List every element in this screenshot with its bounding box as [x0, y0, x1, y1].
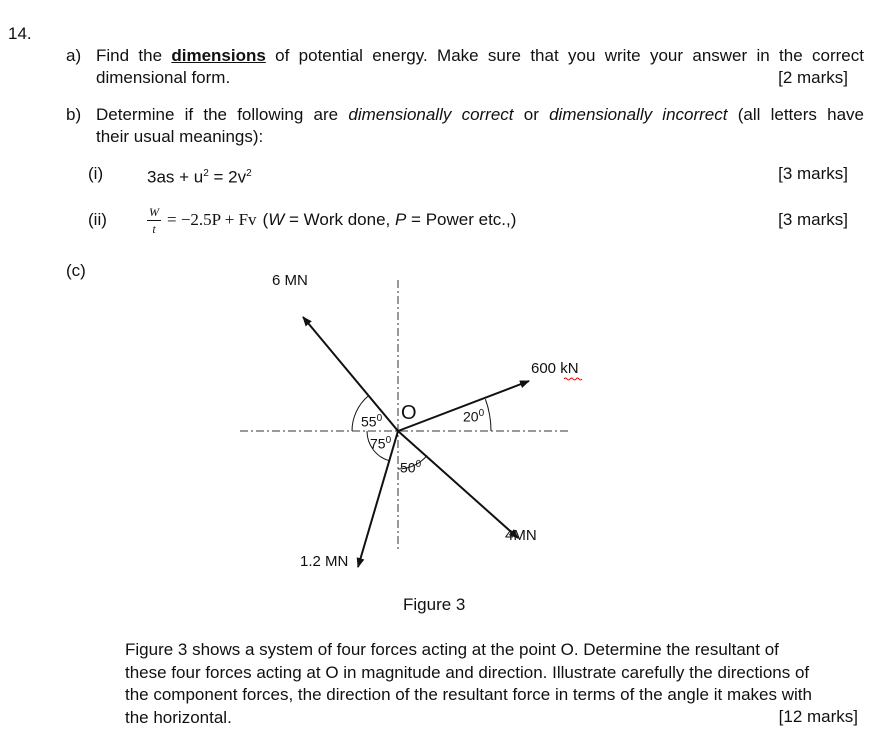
part-c-paragraph — [125, 639, 860, 729]
angle-55-base: 55 — [361, 413, 377, 430]
part-a-bold-term: dimensions — [171, 46, 266, 65]
angle-label-75 — [370, 435, 391, 452]
paragraph-line: Figure 3 shows a system of four forces acting at the point O. Determine the resultant of — [125, 640, 779, 659]
point-label-o: O — [401, 402, 417, 424]
eq-ii-note-p: P — [394, 210, 407, 229]
angle-20-base: 20 — [463, 408, 479, 425]
angle-75-sup: 0 — [385, 435, 392, 446]
angle-75-base: 75 — [370, 435, 386, 452]
eq-i-main: 3as + u — [147, 167, 204, 187]
part-b-line2: their usual meanings): — [96, 127, 264, 146]
part-b-ital2: dimensionally incorrect — [549, 105, 728, 124]
eq-ii-denominator: t — [152, 221, 156, 236]
question-number: 14. — [8, 24, 32, 43]
paragraph-line: these four forces acting at O in magnitude and direction. Illustrate carefully the directions of — [125, 662, 810, 682]
item-i-label: (i) — [88, 164, 104, 183]
item-ii-marks: [3 marks] — [778, 210, 848, 229]
force-label-1-2mn: 1.2 MN — [300, 553, 349, 570]
paragraph-line: the component forces, the direction of the resultant force in terms of the angle it makes with — [125, 685, 812, 704]
angle-label-55 — [361, 413, 382, 430]
eq-ii-note-wdef: = Work done, — [284, 210, 395, 229]
angle-arc-20 — [485, 399, 491, 431]
part-a-marks: [2 marks] — [778, 68, 848, 87]
force-arrow-6mn — [303, 317, 398, 431]
eq-i-sup1: 2 — [203, 168, 209, 179]
force-label-4mn: 4MN — [505, 527, 537, 544]
part-a-pre: Find the — [96, 46, 163, 65]
angle-55-sup: 0 — [376, 413, 383, 424]
angle-label-20 — [463, 408, 484, 425]
angle-label-50 — [400, 459, 421, 476]
part-a-post: of potential energy. Make sure that you write your answer in the correct — [275, 46, 864, 65]
part-c-marks: [12 marks] — [778, 707, 858, 726]
angle-50-sup: 0 — [415, 459, 422, 470]
eq-ii-note-pdef: = Power etc.,) — [406, 210, 517, 229]
item-i-marks: [3 marks] — [778, 164, 848, 183]
part-b-pre: Determine if the following are — [96, 105, 339, 124]
eq-ii-note-open: ( — [262, 210, 269, 229]
angle-50-base: 50 — [400, 459, 416, 476]
part-a-line2: dimensional form. — [96, 68, 231, 87]
paragraph-line: the horizontal. — [125, 707, 232, 727]
part-b-post: (all letters have — [737, 105, 864, 124]
eq-ii-note-w: W — [268, 210, 285, 229]
force-label-600kn: 600 kN — [531, 360, 579, 377]
force-arrow-4mn — [398, 431, 518, 538]
figure-caption: Figure 3 — [403, 595, 466, 614]
force-label-6mn: 6 MN — [272, 272, 308, 289]
eq-ii-math: = −2.5P + Fv — [167, 210, 257, 229]
eq-i-mid: = 2v — [208, 167, 247, 187]
part-a-label: a) — [66, 46, 82, 65]
part-b-mid: or — [523, 105, 539, 124]
eq-ii-numerator: W — [149, 204, 159, 219]
eq-i-sup2: 2 — [246, 168, 252, 179]
spellcheck-underline — [564, 378, 582, 380]
part-b-label: b) — [66, 105, 82, 124]
angle-20-sup: 0 — [478, 408, 485, 419]
part-c-label: (c) — [66, 261, 86, 280]
part-b-ital1: dimensionally correct — [348, 105, 514, 124]
item-ii-label: (ii) — [88, 210, 107, 229]
